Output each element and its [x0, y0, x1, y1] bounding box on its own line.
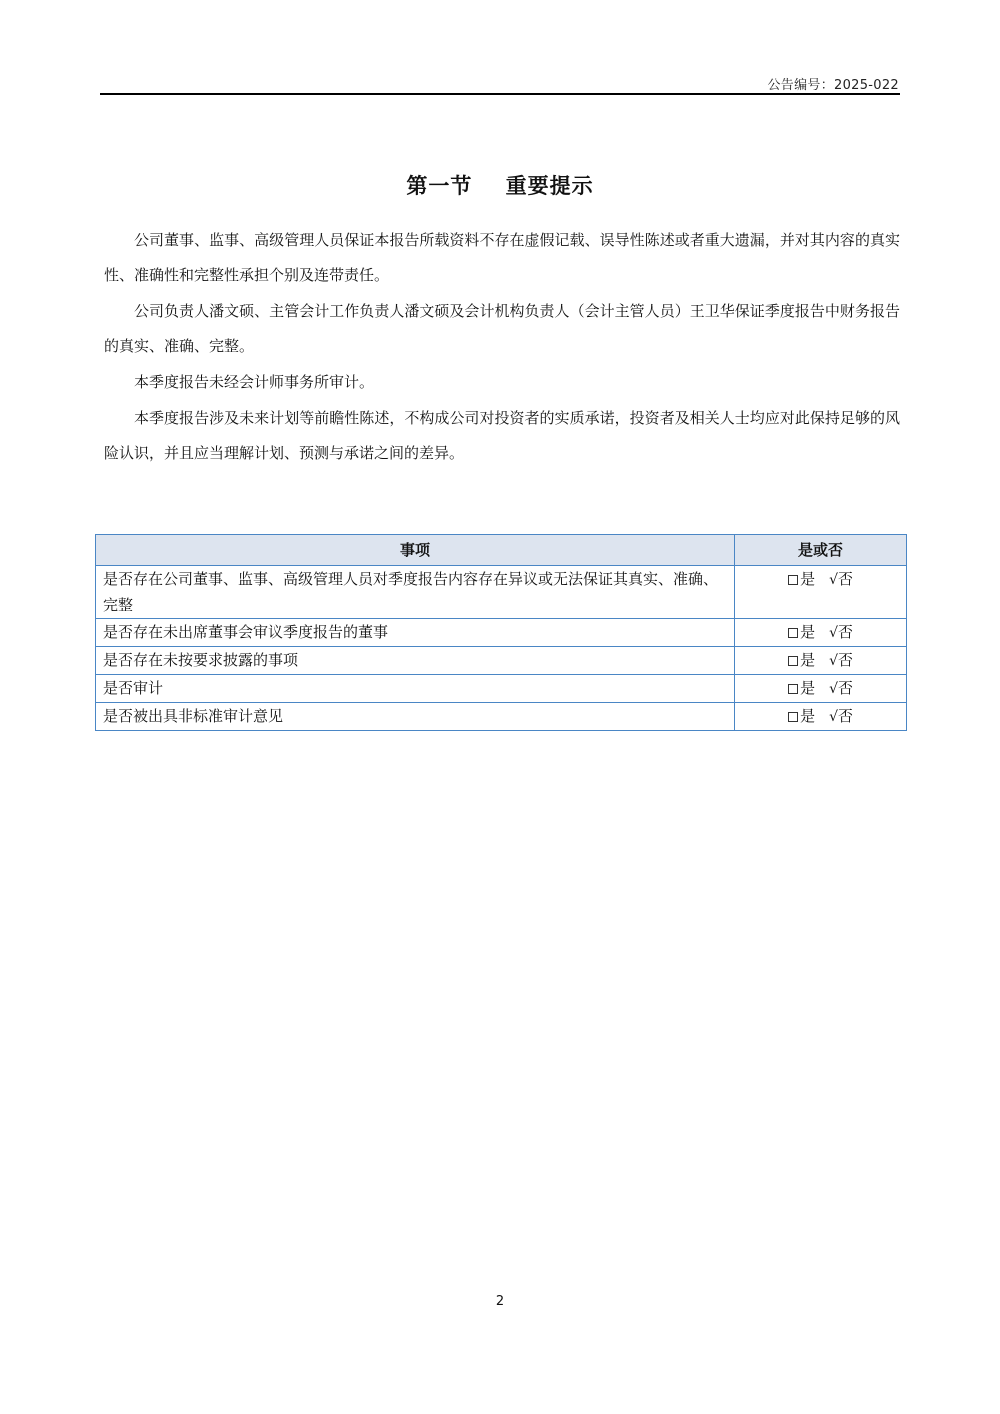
yes-no-cell	[735, 675, 907, 703]
table-header-row	[96, 535, 907, 566]
no-label: 否	[838, 651, 854, 669]
yes-label: 是	[800, 707, 816, 725]
table-row	[96, 647, 907, 675]
yes-label: 是	[800, 651, 816, 669]
paragraph-audit-status: 本季度报告未经会计师事务所审计。	[134, 373, 375, 391]
header-divider	[100, 93, 900, 95]
empty-checkbox-icon	[788, 628, 798, 638]
no-label: 否	[838, 679, 854, 697]
empty-checkbox-icon	[788, 656, 798, 666]
yes-no-cell	[735, 703, 907, 731]
item-cell: 是否被出具非标准审计意见	[96, 703, 735, 731]
item-cell: 是否存在公司董事、监事、高级管理人员对季度报告内容存在异议或无法保证其真实、准确、完整	[96, 566, 735, 619]
yes-no-cell	[735, 647, 907, 675]
paragraph-financial-guarantee: 公司负责人潘文硕、主管会计工作负责人潘文硕及会计机构负责人（会计主管人员）王卫华保证季度报告中财务报告的真实、准确、完整。	[104, 302, 900, 355]
table-row	[96, 703, 907, 731]
empty-checkbox-icon	[788, 575, 798, 585]
disclosure-items-table	[95, 534, 907, 731]
checkmark-icon: √	[829, 572, 839, 588]
no-label: 否	[838, 707, 854, 725]
table-row	[96, 566, 907, 619]
section-title: 第一节 重要提示	[406, 174, 594, 198]
checkmark-icon: √	[829, 681, 839, 697]
paragraph-forward-looking: 本季度报告涉及未来计划等前瞻性陈述，不构成公司对投资者的实质承诺，投资者及相关人士均应对此保持足够的风险认识，并且应当理解计划、预测与承诺之间的差异。	[104, 409, 900, 462]
important-notice-body	[104, 223, 900, 472]
yes-no-cell	[735, 619, 907, 647]
page-number: 2	[495, 1294, 505, 1309]
table-row	[96, 675, 907, 703]
table-row	[96, 619, 907, 647]
yes-label: 是	[800, 623, 816, 641]
empty-checkbox-icon	[788, 684, 798, 694]
checkmark-icon: √	[829, 653, 839, 669]
paragraph-responsibility-statement: 公司董事、监事、高级管理人员保证本报告所载资料不存在虚假记载、误导性陈述或者重大遗漏，并对其内容的真实性、准确性和完整性承担个别及连带责任。	[104, 231, 900, 284]
checkmark-icon: √	[829, 625, 839, 641]
yes-label: 是	[800, 679, 816, 697]
no-label: 否	[838, 623, 854, 641]
item-cell: 是否存在未按要求披露的事项	[96, 647, 735, 675]
item-cell: 是否审计	[96, 675, 735, 703]
yes-no-cell	[735, 566, 907, 619]
announcement-number: 公告编号：2025-022	[767, 78, 899, 93]
item-cell: 是否存在未出席董事会审议季度报告的董事	[96, 619, 735, 647]
header-item: 事项	[96, 535, 735, 566]
yes-label: 是	[800, 570, 816, 588]
no-label: 否	[838, 570, 854, 588]
empty-checkbox-icon	[788, 712, 798, 722]
checkmark-icon: √	[829, 709, 839, 725]
header-yes-no: 是或否	[735, 535, 907, 566]
